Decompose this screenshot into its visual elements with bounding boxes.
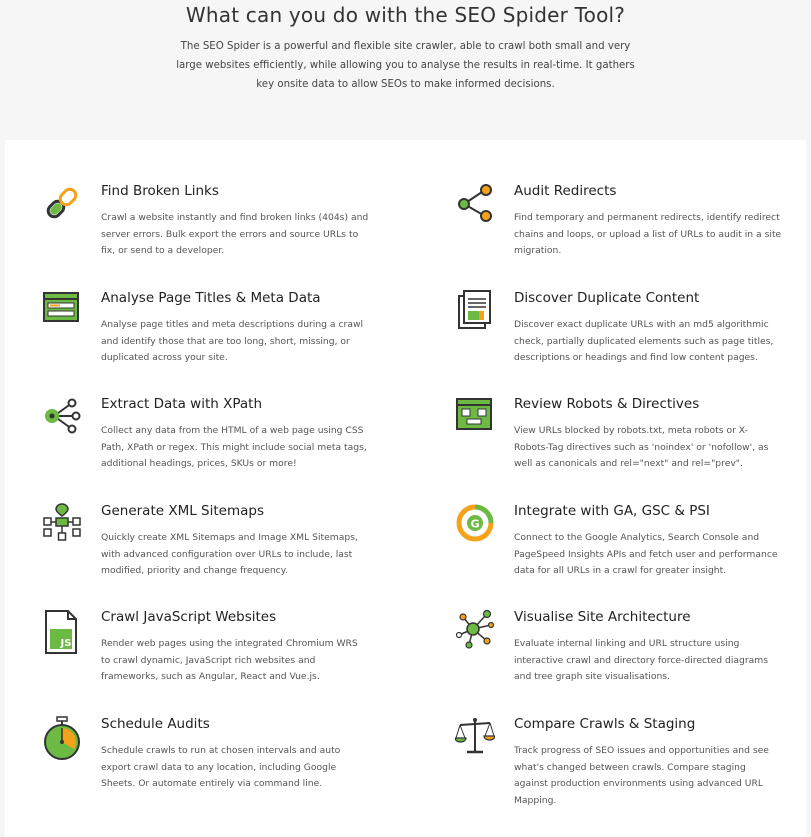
feature-title: Analyse Page Titles & Meta Data [101, 290, 321, 306]
robots-icon [455, 396, 495, 436]
duplicate-content-icon [455, 290, 495, 330]
feature-description: Schedule crawls to run at chosen intervals and auto export crawl data to any location, including Google Sheets. Or automate entirely via command line. [101, 745, 341, 789]
sitemap-icon [42, 503, 82, 543]
feature-title: Integrate with GA, GSC & PSI [514, 503, 710, 519]
broken-link-icon [42, 183, 82, 223]
section-title: What can you do with the SEO Spider Tool? [185, 3, 626, 27]
feature-description: Track progress of SEO issues and opportunities and see what's changed between crawls. Compare staging against production environments using advanced URL Mapping. [514, 745, 769, 806]
feature-title: Schedule Audits [101, 716, 210, 732]
google-integration-icon [455, 503, 495, 543]
js-badge-text: JS [60, 638, 72, 649]
section-intro: The SEO Spider is a powerful and flexible site crawler, able to crawl both small and very large websites efficiently, while allowing you to analyse the results in real-time. It gathers key onsite data to allow SEOs to make informed decisions. [176, 41, 635, 90]
feature-description: Evaluate internal linking and URL structure using interactive crawl and directory force-directed diagrams and tree graph site visualisations. [514, 638, 769, 682]
svg-text:G: G [470, 517, 480, 531]
feature-description: Crawl a website instantly and find broken links (404s) and server errors. Bulk export the errors and source URLs to fix, or send to a developer. [101, 212, 369, 256]
javascript-file-icon [42, 609, 82, 649]
feature-description: Quickly create XML Sitemaps and Image XML Sitemaps, with advanced configuration over URLs to include, last modified, priority and change frequency. [101, 532, 358, 576]
site-architecture-icon [455, 609, 495, 649]
scales-icon [455, 716, 495, 756]
feature-title: Review Robots & Directives [514, 396, 700, 412]
feature-title: Find Broken Links [101, 183, 219, 199]
feature-title: Crawl JavaScript Websites [101, 609, 277, 625]
xpath-icon [42, 396, 82, 436]
feature-title: Discover Duplicate Content [514, 290, 700, 306]
feature-description: Connect to the Google Analytics, Search Console and PageSpeed Insights APIs and fetch user and performance data for all URLs in a crawl for greater insight. [514, 532, 778, 576]
feature-title: Visualise Site Architecture [514, 609, 691, 625]
feature-description: Find temporary and permanent redirects, identify redirect chains and loops, or upload a list of URLs to audit in a site migration. [514, 212, 782, 256]
page-titles-icon [42, 290, 82, 330]
feature-description: View URLs blocked by robots.txt, meta robots or X-Robots-Tag directives such as 'noindex' or 'nofollow', as well as canonicals and rel="next" and rel="prev". [514, 425, 769, 469]
feature-title: Audit Redirects [514, 183, 617, 199]
feature-description: Collect any data from the HTML of a web page using CSS Path, XPath or regex. This might include social meta tags, additional headings, prices, SKUs or more! [101, 425, 367, 469]
feature-description: Discover exact duplicate URLs with an md5 algorithmic check, partially duplicated elements such as page titles, descriptions or headings and find low content pages. [514, 319, 774, 363]
feature-title: Extract Data with XPath [101, 396, 263, 412]
feature-title: Compare Crawls & Staging [514, 716, 696, 732]
feature-description: Render web pages using the integrated Chromium WRS to crawl dynamic, JavaScript rich websites and frameworks, such as Angular, React and Vue.js. [101, 638, 358, 682]
features-panel [5, 140, 806, 837]
feature-description: Analyse page titles and meta descriptions during a crawl and identify those that are too long, short, missing, or duplicated across your site. [101, 319, 364, 363]
stopwatch-icon [42, 716, 82, 756]
redirect-icon [455, 183, 495, 223]
feature-title: Generate XML Sitemaps [101, 503, 264, 519]
intro-section [0, 0, 811, 140]
